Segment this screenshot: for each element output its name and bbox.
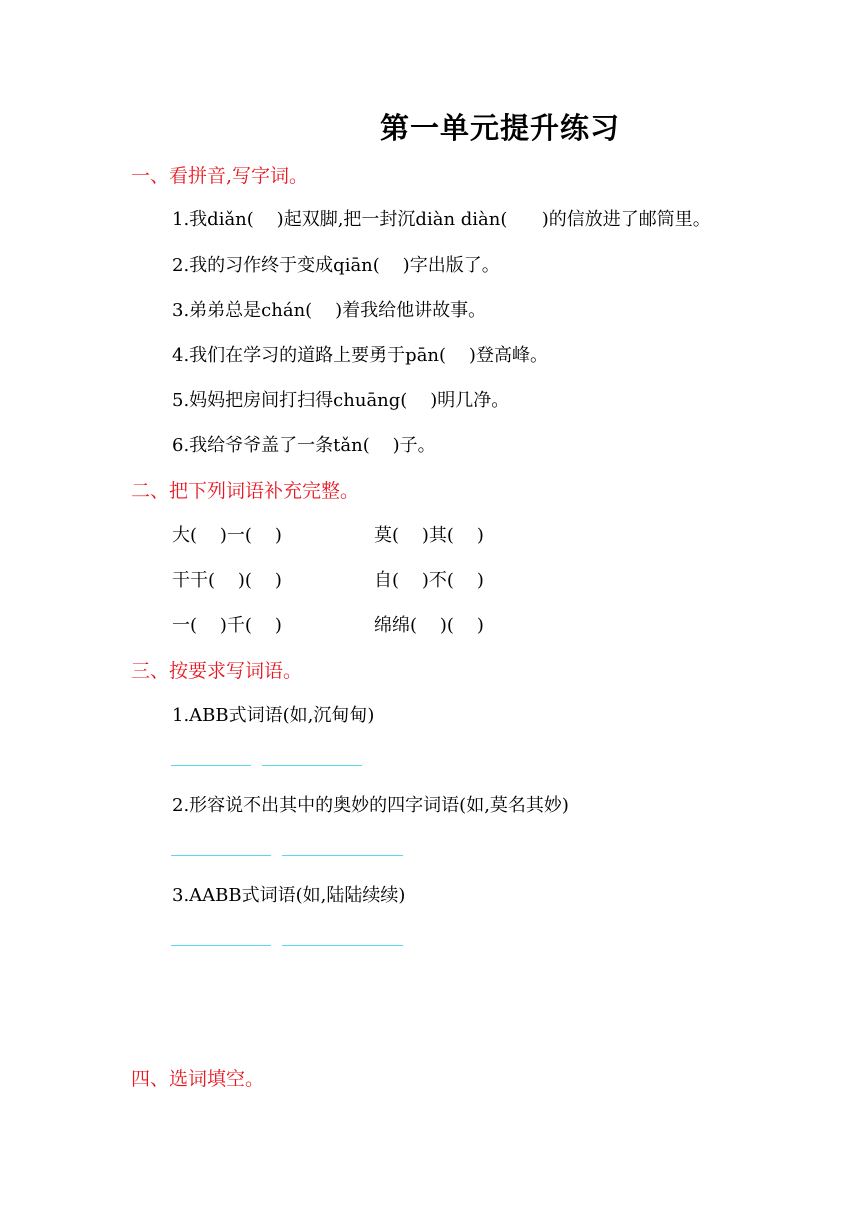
section-heading-3: 三、按要求写词语。 [131,660,303,682]
page-title: 第一单元提升练习 [379,111,620,145]
question-3-2: 2.形容说不出其中的奥妙的四字词语(如,莫名其妙) [172,795,569,816]
answer-blank[interactable] [282,945,403,946]
answer-blank[interactable] [171,945,271,946]
section-heading-1: 一、看拼音,写字词。 [131,165,309,187]
question-3-1: 1.ABB式词语(如,沉甸甸) [172,705,375,726]
idiom-row-3-right: 绵绵( )( ) [374,615,484,636]
question-1-3: 3.弟弟总是chán( )着我给他讲故事。 [172,300,487,321]
question-1-4: 4.我们在学习的道路上要勇于pān( )登高峰。 [172,345,548,366]
question-1-1: 1.我diǎn( )起双脚,把一封沉diàn diàn( )的信放进了邮筒里。 [172,209,711,230]
question-3-3: 3.AABB式词语(如,陆陆续续) [172,885,406,906]
idiom-row-3-left: 一( )千( ) [172,615,282,636]
idiom-row-1-left: 大( )一( ) [172,525,282,546]
answer-blank[interactable] [171,765,251,766]
idiom-row-2-right: 自( )不( ) [374,570,484,591]
question-1-6: 6.我给爷爷盖了一条tǎn( )子。 [172,435,436,456]
section-heading-2: 二、把下列词语补充完整。 [131,480,360,502]
section-heading-4: 四、选词填空。 [131,1068,265,1090]
idiom-row-2-left: 干干( )( ) [172,570,282,591]
question-1-5: 5.妈妈把房间打扫得chuāng( )明几净。 [172,390,510,411]
idiom-row-1-right: 莫( )其( ) [374,525,484,546]
answer-blank[interactable] [171,855,271,856]
question-1-2: 2.我的习作终于变成qiān( )字出版了。 [172,255,500,276]
answer-blank[interactable] [262,765,362,766]
answer-blank[interactable] [282,855,403,856]
